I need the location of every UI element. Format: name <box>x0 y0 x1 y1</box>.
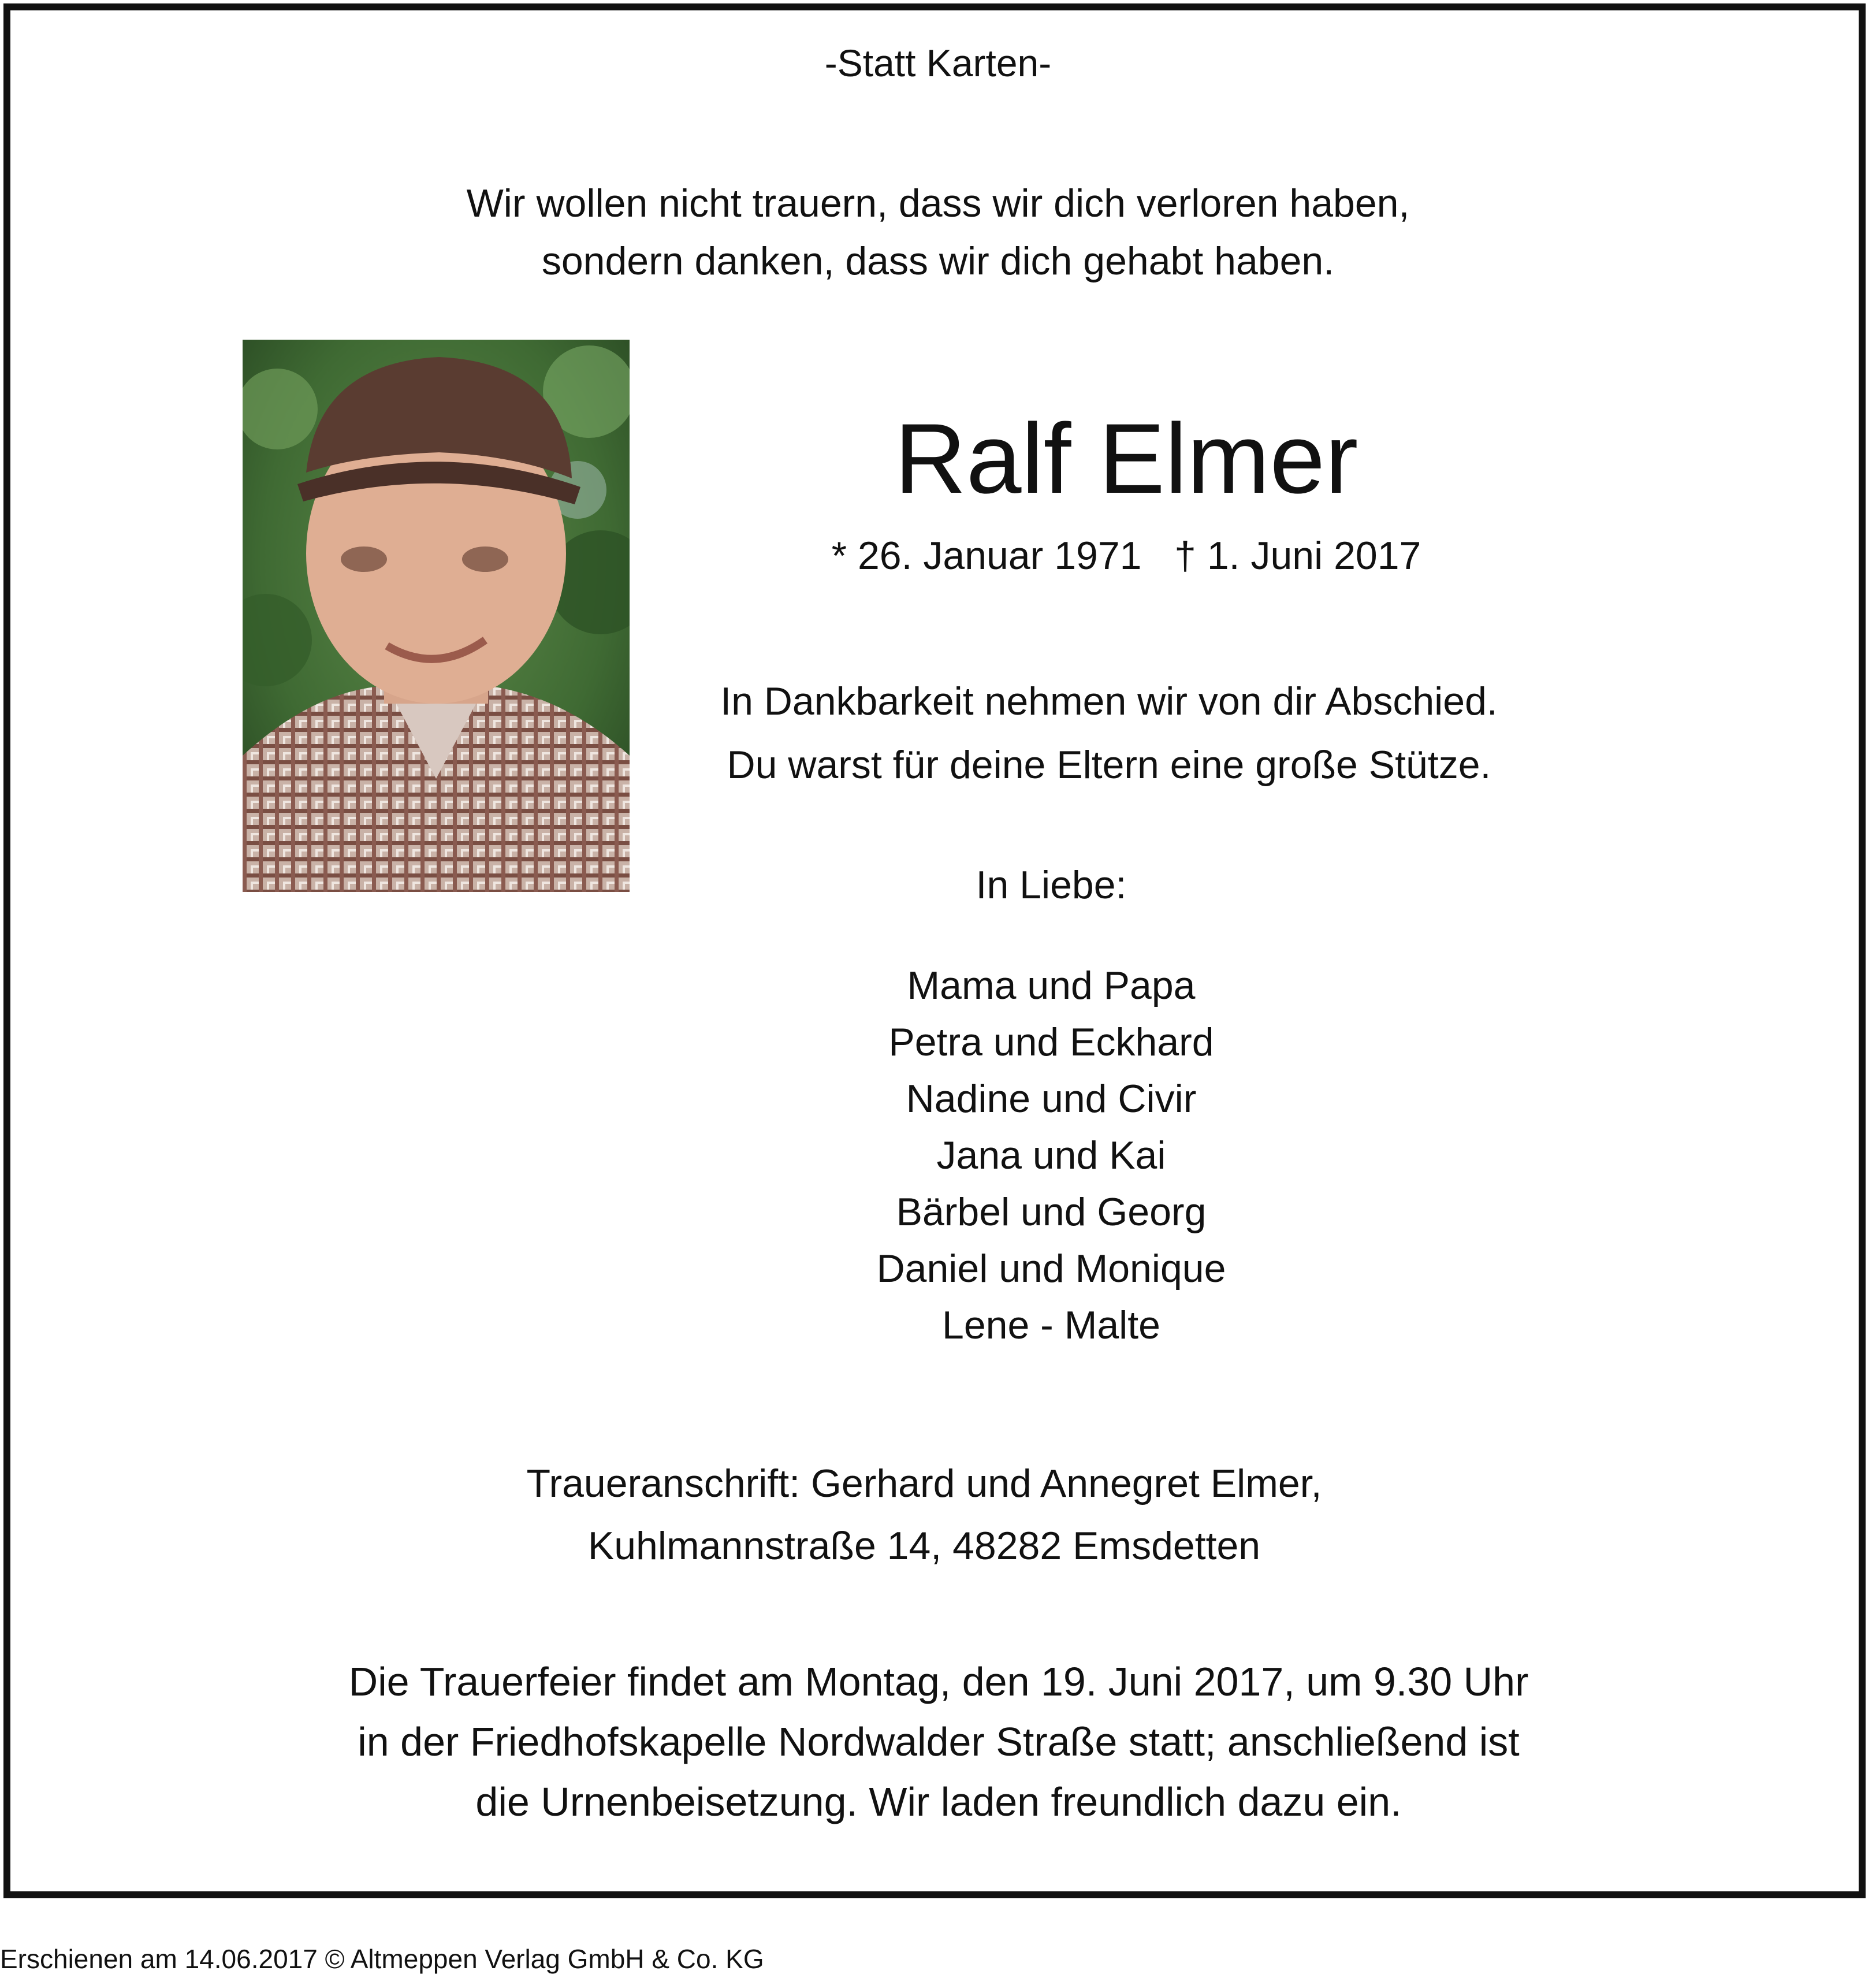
family-member: Bärbel und Georg <box>896 1190 1207 1234</box>
address-line-1: Traueranschrift: Gerhard und Annegret Elmer, <box>526 1462 1322 1505</box>
in-love-label: In Liebe: <box>976 863 1127 907</box>
ceremony-line-1: Die Trauerfeier findet am Montag, den 19. Juni 2017, um 9.30 Uhr <box>348 1659 1529 1704</box>
family-member: Jana und Kai <box>936 1133 1166 1177</box>
family-member: Lene - Malte <box>942 1303 1160 1347</box>
address-line-2: Kuhlmannstraße 14, 48282 Emsdetten <box>587 1524 1261 1568</box>
family-member: Mama und Papa <box>907 964 1196 1007</box>
thanks-line-1: In Dankbarkeit nehmen wir von dir Abschied. <box>720 679 1498 723</box>
notice-border <box>3 3 1866 1898</box>
ceremony-line-2: in der Friedhofskapelle Nordwalder Straße statt; anschließend ist <box>358 1719 1520 1764</box>
header-note: -Statt Karten- <box>824 42 1052 84</box>
family-member: Petra und Eckhard <box>888 1020 1214 1064</box>
quote-line-2: sondern danken, dass wir dich gehabt haben. <box>541 239 1335 283</box>
ceremony-line-3: die Urnenbeisetzung. Wir laden freundlich dazu ein. <box>475 1779 1402 1824</box>
life-dates: * 26. Januar 1971 † 1. Juni 2017 <box>831 534 1421 578</box>
thanks-line-2: Du warst für deine Eltern eine große Stütze. <box>727 743 1491 787</box>
family-member: Daniel und Monique <box>876 1247 1226 1291</box>
publication-footer: Erschienen am 14.06.2017 © Altmeppen Verlag GmbH & Co. KG <box>0 1944 764 1974</box>
portrait-photo-icon <box>243 340 630 892</box>
quote-line-1: Wir wollen nicht trauern, dass wir dich verloren haben, <box>466 181 1410 225</box>
deceased-name: Ralf Elmer <box>894 403 1358 514</box>
family-member: Nadine und Civir <box>906 1077 1197 1121</box>
